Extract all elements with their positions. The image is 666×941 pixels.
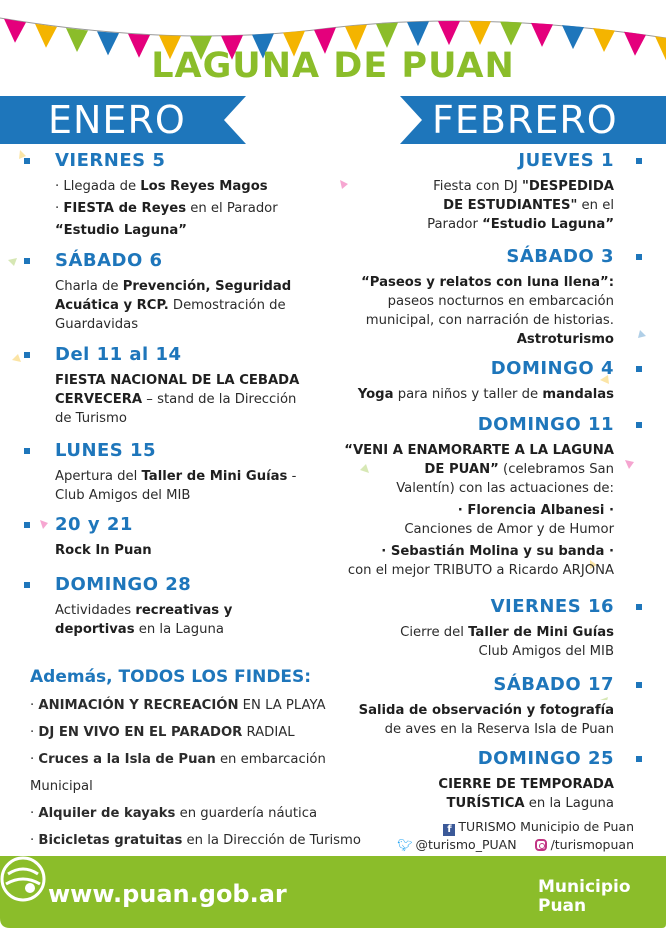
body-text: en el Parador — [186, 201, 278, 216]
highlight-text: Taller de Mini Guías — [468, 625, 614, 640]
weekend-activity-item — [30, 800, 370, 827]
body-text: RADIAL — [242, 725, 295, 740]
square-bullet-icon — [636, 158, 642, 164]
bunting-flag — [531, 23, 553, 47]
body-text: para niños y taller de — [393, 387, 543, 402]
description-line — [330, 177, 614, 196]
footer-bar — [0, 856, 666, 941]
event-date: VIERNES 16 — [490, 596, 614, 617]
description-line — [55, 177, 324, 196]
page-title: LAGUNA DE PUAN — [151, 46, 515, 86]
facebook-handle: TURISMO Municipio de Puan — [458, 819, 634, 834]
body-text: Club Amigos del MIB — [478, 644, 614, 659]
facebook-icon: f — [443, 824, 455, 836]
twitter-instagram-row — [397, 836, 634, 854]
instagram-icon — [535, 839, 547, 851]
highlight-text: Yoga — [357, 387, 394, 402]
highlight-text: Prevención, Seguridad — [122, 279, 292, 294]
event-description — [24, 467, 324, 505]
body-text: municipal, con narración de historias. — [365, 313, 614, 328]
highlight-text: mandalas — [542, 387, 614, 402]
square-bullet-icon — [24, 522, 30, 528]
event-description — [330, 701, 642, 739]
body-text: · — [30, 752, 39, 767]
month-banner-febrero — [400, 96, 666, 144]
month-label-enero: ENERO — [48, 98, 186, 142]
bunting-flag — [35, 24, 57, 48]
description-line — [330, 311, 614, 330]
highlight-text: Astroturismo — [516, 332, 614, 347]
event-description — [330, 177, 642, 234]
description-line — [55, 221, 324, 240]
bunting-flag — [407, 21, 429, 46]
municipio-brand — [538, 878, 631, 916]
weekend-activities-title: Además, TODOS LOS FINDES: — [30, 667, 312, 687]
description-line — [55, 409, 324, 428]
highlight-text: Alquiler de kayaks — [38, 806, 176, 821]
website-link[interactable]: www.puan.gob.ar — [48, 880, 287, 908]
square-bullet-icon — [636, 682, 642, 688]
description-line — [330, 794, 614, 813]
description-line — [330, 561, 614, 580]
enero-event — [24, 150, 324, 240]
description-line — [55, 296, 324, 315]
brand-line-1: Municipio — [538, 877, 631, 897]
event-description — [330, 623, 642, 661]
square-bullet-icon — [24, 352, 30, 358]
highlight-text: DJ EN VIVO EN EL PARADOR — [38, 725, 243, 740]
highlight-text: Cruces a la Isla de Puan — [38, 752, 216, 767]
highlight-text: TURÍSTICA — [446, 796, 525, 811]
highlight-text: · Florencia Albanesi · — [457, 503, 614, 518]
weekend-activities-list — [30, 692, 370, 881]
body-text: en la Dirección de Turismo — [182, 833, 361, 848]
description-line — [55, 486, 324, 505]
event-description — [330, 775, 642, 813]
body-text: Club Amigos del MIB — [55, 488, 191, 503]
highlight-text: deportivas — [55, 622, 135, 637]
febrero-event — [330, 150, 642, 234]
square-bullet-icon — [636, 422, 642, 428]
bunting-flag — [4, 19, 26, 43]
enero-event — [24, 344, 324, 428]
body-text: paseos nocturnos en embarcación — [387, 294, 614, 309]
body-text: Parador — [427, 217, 483, 232]
event-date: JUEVES 1 — [518, 150, 614, 171]
febrero-event — [330, 414, 642, 580]
body-text: en la Laguna — [134, 622, 224, 637]
brand-line-2: Puan — [538, 896, 587, 916]
body-text: · Llegada de — [55, 179, 141, 194]
body-text: (celebramos San — [498, 462, 614, 477]
body-text: en el — [577, 198, 614, 213]
body-text: con el mejor TRIBUTO a Ricardo ARJONA — [347, 563, 614, 578]
body-text: Cierre del — [400, 625, 469, 640]
social-links — [397, 818, 634, 854]
event-description — [24, 177, 324, 240]
event-date: DOMINGO 28 — [55, 574, 192, 595]
bunting-flag — [500, 22, 522, 46]
square-bullet-icon — [636, 366, 642, 372]
description-line — [330, 701, 614, 720]
description-line — [55, 315, 324, 334]
enero-event — [24, 250, 324, 334]
square-bullet-icon — [24, 582, 30, 588]
febrero-event — [330, 596, 642, 661]
description-line — [330, 542, 614, 561]
description-line — [330, 441, 614, 460]
facebook-row[interactable] — [397, 818, 634, 836]
highlight-text: Rock In Puan — [55, 543, 152, 558]
weekend-activities — [30, 666, 370, 881]
body-text: de Turismo — [55, 411, 127, 426]
highlight-text: recreativas y — [135, 603, 233, 618]
weekend-activity-item — [30, 827, 370, 854]
description-line — [330, 330, 614, 349]
highlight-text: CIERRE DE TEMPORADA — [438, 777, 614, 792]
description-line — [55, 277, 324, 296]
body-text: en guardería náutica — [175, 806, 318, 821]
highlight-text: FIESTA NACIONAL DE LA CEBADA — [55, 373, 300, 388]
description-line — [330, 720, 614, 739]
square-bullet-icon — [24, 448, 30, 454]
highlight-text: “Estudio Laguna” — [482, 217, 614, 232]
square-bullet-icon — [636, 756, 642, 762]
description-line — [330, 623, 614, 642]
description-line — [330, 292, 614, 311]
event-date: SÁBADO 3 — [506, 246, 614, 267]
event-date: DOMINGO 4 — [490, 358, 614, 379]
body-text: · — [30, 698, 39, 713]
event-description — [24, 371, 324, 428]
event-date: DOMINGO 11 — [477, 414, 614, 435]
municipio-logo-icon — [0, 856, 46, 902]
square-bullet-icon — [24, 158, 30, 164]
description-line — [55, 620, 324, 639]
weekend-activity-item — [30, 719, 370, 746]
description-line — [330, 775, 614, 794]
body-text: Charla de — [55, 279, 123, 294]
description-line — [55, 390, 324, 409]
description-line — [330, 642, 614, 661]
body-text: - — [287, 469, 297, 484]
square-bullet-icon — [636, 604, 642, 610]
highlight-text: "DESPEDIDA — [521, 179, 614, 194]
month-banner-enero — [0, 96, 246, 144]
description-line — [330, 273, 614, 292]
event-date: LUNES 15 — [55, 440, 157, 461]
event-description — [330, 441, 642, 580]
twitter-handle[interactable]: @turismo_PUAN — [415, 837, 517, 852]
enero-event — [24, 440, 324, 505]
highlight-text: Los Reyes Magos — [140, 179, 268, 194]
event-date: VIERNES 5 — [55, 150, 166, 171]
bunting-flag — [469, 21, 491, 45]
description-line — [55, 199, 324, 218]
body-text: Apertura del — [55, 469, 142, 484]
description-line — [330, 501, 614, 520]
description-line — [330, 215, 614, 234]
body-text: · — [30, 806, 39, 821]
body-text: Guardavidas — [55, 317, 139, 332]
body-text: en embarcación Municipal — [30, 752, 326, 794]
highlight-text: “Estudio Laguna” — [55, 223, 187, 238]
highlight-text: FIESTA de Reyes — [63, 201, 187, 216]
body-text: – stand de la Dirección — [142, 392, 297, 407]
highlight-text: Salida de observación y fotografía — [358, 703, 614, 718]
highlight-text: “Paseos y relatos con luna llena”: — [361, 275, 614, 290]
month-label-febrero: FEBRERO — [432, 98, 618, 142]
description-line — [330, 520, 614, 539]
body-text: · — [55, 201, 64, 216]
febrero-event — [330, 748, 642, 813]
febrero-event — [330, 246, 642, 349]
enero-event — [24, 514, 324, 560]
body-text: en la Laguna — [524, 796, 614, 811]
body-text: · — [30, 725, 39, 740]
bunting-flag — [376, 23, 398, 48]
highlight-text: Taller de Mini Guías — [141, 469, 288, 484]
body-text: · — [30, 833, 39, 848]
event-date: SÁBADO 17 — [493, 674, 614, 695]
enero-event — [24, 574, 324, 639]
square-bullet-icon — [24, 258, 30, 264]
weekend-activity-item — [30, 746, 370, 800]
bunting-flag — [438, 21, 460, 45]
event-description — [24, 601, 324, 639]
highlight-text: Bicicletas gratuitas — [38, 833, 183, 848]
body-text: de aves en la Reserva Isla de Puan — [384, 722, 614, 737]
event-date: SÁBADO 6 — [55, 250, 163, 271]
body-text: Actividades — [55, 603, 136, 618]
twitter-icon: 🐦︎ — [397, 838, 413, 852]
body-text: Valentín) con las actuaciones de: — [396, 481, 614, 496]
febrero-event — [330, 358, 642, 404]
description-line — [330, 196, 614, 215]
body-text: EN LA PLAYA — [238, 698, 326, 713]
body-text: Canciones de Amor y de Humor — [404, 522, 614, 537]
description-line — [55, 467, 324, 486]
highlight-text: DE ESTUDIANTES" — [443, 198, 578, 213]
description-line — [55, 541, 324, 560]
event-date: Del 11 al 14 — [55, 344, 182, 365]
highlight-text: Acuática y RCP. — [55, 298, 169, 313]
description-line — [330, 479, 614, 498]
instagram-handle[interactable]: /turismopuan — [550, 837, 634, 852]
highlight-text: “VENI A ENAMORARTE A LA LAGUNA — [344, 443, 614, 458]
highlight-text: DE PUAN” — [424, 462, 499, 477]
description-line — [55, 371, 324, 390]
event-description — [24, 541, 324, 560]
square-bullet-icon — [636, 254, 642, 260]
description-line — [330, 460, 614, 479]
event-description — [330, 273, 642, 349]
description-line — [55, 601, 324, 620]
febrero-event — [330, 674, 642, 739]
highlight-text: ANIMACIÓN Y RECREACIÓN — [38, 698, 239, 713]
body-text: Fiesta con DJ — [433, 179, 522, 194]
highlight-text: CERVECERA — [55, 392, 143, 407]
event-description — [330, 385, 642, 404]
event-date: 20 y 21 — [55, 514, 133, 535]
event-description — [24, 277, 324, 334]
description-line — [330, 385, 614, 404]
highlight-text: · Sebastián Molina y su banda · — [381, 544, 614, 559]
weekend-activity-item — [30, 692, 370, 719]
event-date: DOMINGO 25 — [477, 748, 614, 769]
body-text: Demostración de — [168, 298, 286, 313]
